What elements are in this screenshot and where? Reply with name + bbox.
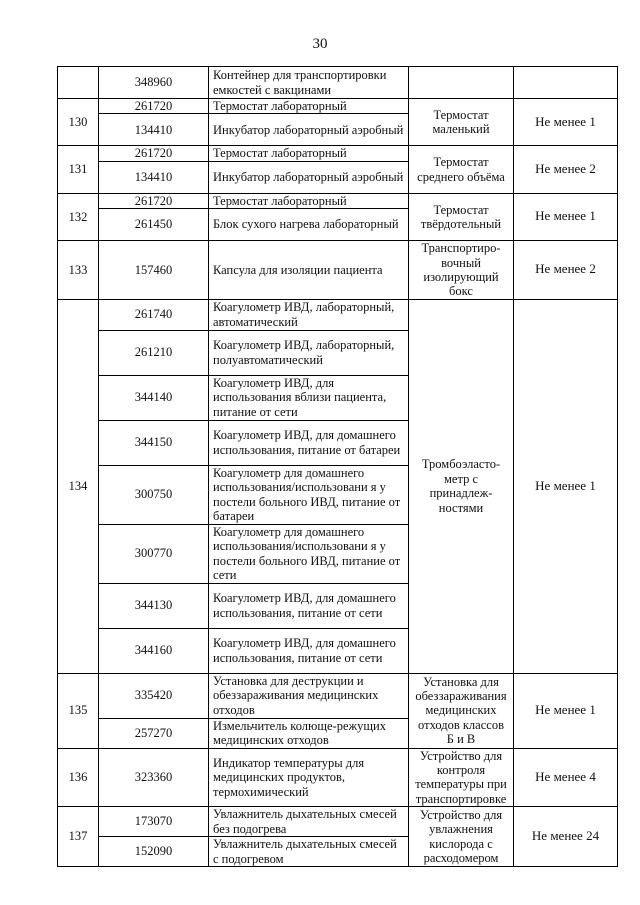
item-description: Коагулометр ИВД, лабораторный, полуавтоматический — [209, 330, 409, 375]
item-description: Коагулометр для домашнего использования/использовани я у постели больного ИВД, питание от сети — [209, 524, 409, 583]
item-description: Контейнер для транспортировки емкостей с вакцинами — [209, 67, 409, 99]
group-name: Тромбоэласто-метр с принадлеж-ностями — [409, 299, 514, 673]
item-code: 173070 — [99, 807, 209, 837]
item-description: Термостат лабораторный — [209, 99, 409, 114]
group-name: Установка для обеззараживания медицинских отходов классов Б и В — [409, 673, 514, 748]
group-name — [409, 67, 514, 99]
row-number: 136 — [58, 748, 99, 807]
item-code: 323360 — [99, 748, 209, 807]
item-code: 157460 — [99, 241, 209, 300]
item-code: 300750 — [99, 465, 209, 524]
item-code: 344130 — [99, 583, 209, 628]
item-code: 134410 — [99, 114, 209, 146]
item-description: Термостат лабораторный — [209, 193, 409, 208]
item-code: 261720 — [99, 193, 209, 208]
item-code: 335420 — [99, 673, 209, 718]
item-description: Коагулометр ИВД, для домашнего использования, питание от сети — [209, 628, 409, 673]
row-number: 131 — [58, 146, 99, 193]
row-number: 137 — [58, 807, 99, 867]
item-code: 261450 — [99, 209, 209, 241]
requirement: Не менее 1 — [514, 673, 618, 748]
item-code: 261720 — [99, 146, 209, 161]
item-description: Термостат лабораторный — [209, 146, 409, 161]
row-number: 134 — [58, 299, 99, 673]
item-code: 261210 — [99, 330, 209, 375]
item-code: 344150 — [99, 420, 209, 465]
row-number: 130 — [58, 99, 99, 146]
row-number — [58, 67, 99, 99]
row-number: 132 — [58, 193, 99, 240]
item-description: Коагулометр ИВД, лабораторный, автоматический — [209, 299, 409, 330]
group-name: Термостат маленький — [409, 99, 514, 146]
requirement: Не менее 1 — [514, 99, 618, 146]
item-code: 344160 — [99, 628, 209, 673]
item-code: 300770 — [99, 524, 209, 583]
requirement — [514, 67, 618, 99]
table-row — [58, 807, 618, 837]
group-name: Устройство для контроля температуры при транспортировке — [409, 748, 514, 807]
table-row — [58, 241, 618, 300]
group-name: Устройство для увлажнения кислорода с расходомером — [409, 807, 514, 867]
table-row — [58, 299, 618, 330]
item-description: Увлажнитель дыхательных смесей с подогревом — [209, 837, 409, 867]
group-name: Термостат твёрдотельный — [409, 193, 514, 240]
requirement: Не менее 1 — [514, 193, 618, 240]
item-description: Индикатор температуры для медицинских продуктов, термохимический — [209, 748, 409, 807]
item-description: Инкубатор лабораторный аэробный — [209, 114, 409, 146]
item-description: Коагулометр для домашнего использования/использовани я у постели больного ИВД, питание от батареи — [209, 465, 409, 524]
item-description: Установка для деструкции и обеззараживания медицинских отходов — [209, 673, 409, 718]
item-description: Коагулометр ИВД, для домашнего использования, питание от батареи — [209, 420, 409, 465]
item-code: 152090 — [99, 837, 209, 867]
item-description: Инкубатор лабораторный аэробный — [209, 161, 409, 193]
item-code: 134410 — [99, 161, 209, 193]
table-row — [58, 193, 618, 208]
requirement: Не менее 1 — [514, 299, 618, 673]
requirement: Не менее 4 — [514, 748, 618, 807]
item-code: 348960 — [99, 67, 209, 99]
item-description: Коагулометр ИВД, для домашнего использования, питание от сети — [209, 583, 409, 628]
item-code: 257270 — [99, 718, 209, 748]
item-description: Капсула для изоляции пациента — [209, 241, 409, 300]
requirement: Не менее 24 — [514, 807, 618, 867]
group-name: Транспортиро-вочный изолирующий бокс — [409, 241, 514, 300]
page-number: 30 — [312, 36, 328, 52]
row-number: 135 — [58, 673, 99, 748]
requirement: Не менее 2 — [514, 146, 618, 193]
item-description: Измельчитель колюще-режущих медицинских отходов — [209, 718, 409, 748]
table-row — [58, 67, 618, 99]
item-description: Коагулометр ИВД, для использования вблизи пациента, питание от сети — [209, 375, 409, 420]
table-row — [58, 748, 618, 807]
item-code: 344140 — [99, 375, 209, 420]
item-description: Увлажнитель дыхательных смесей без подогрева — [209, 807, 409, 837]
table-row — [58, 146, 618, 161]
group-name: Термостат среднего объёма — [409, 146, 514, 193]
item-description: Блок сухого нагрева лабораторный — [209, 209, 409, 241]
row-number: 133 — [58, 241, 99, 300]
equipment-table — [57, 66, 618, 867]
item-code: 261740 — [99, 299, 209, 330]
requirement: Не менее 2 — [514, 241, 618, 300]
table-row — [58, 673, 618, 718]
item-code: 261720 — [99, 99, 209, 114]
table-row — [58, 99, 618, 114]
